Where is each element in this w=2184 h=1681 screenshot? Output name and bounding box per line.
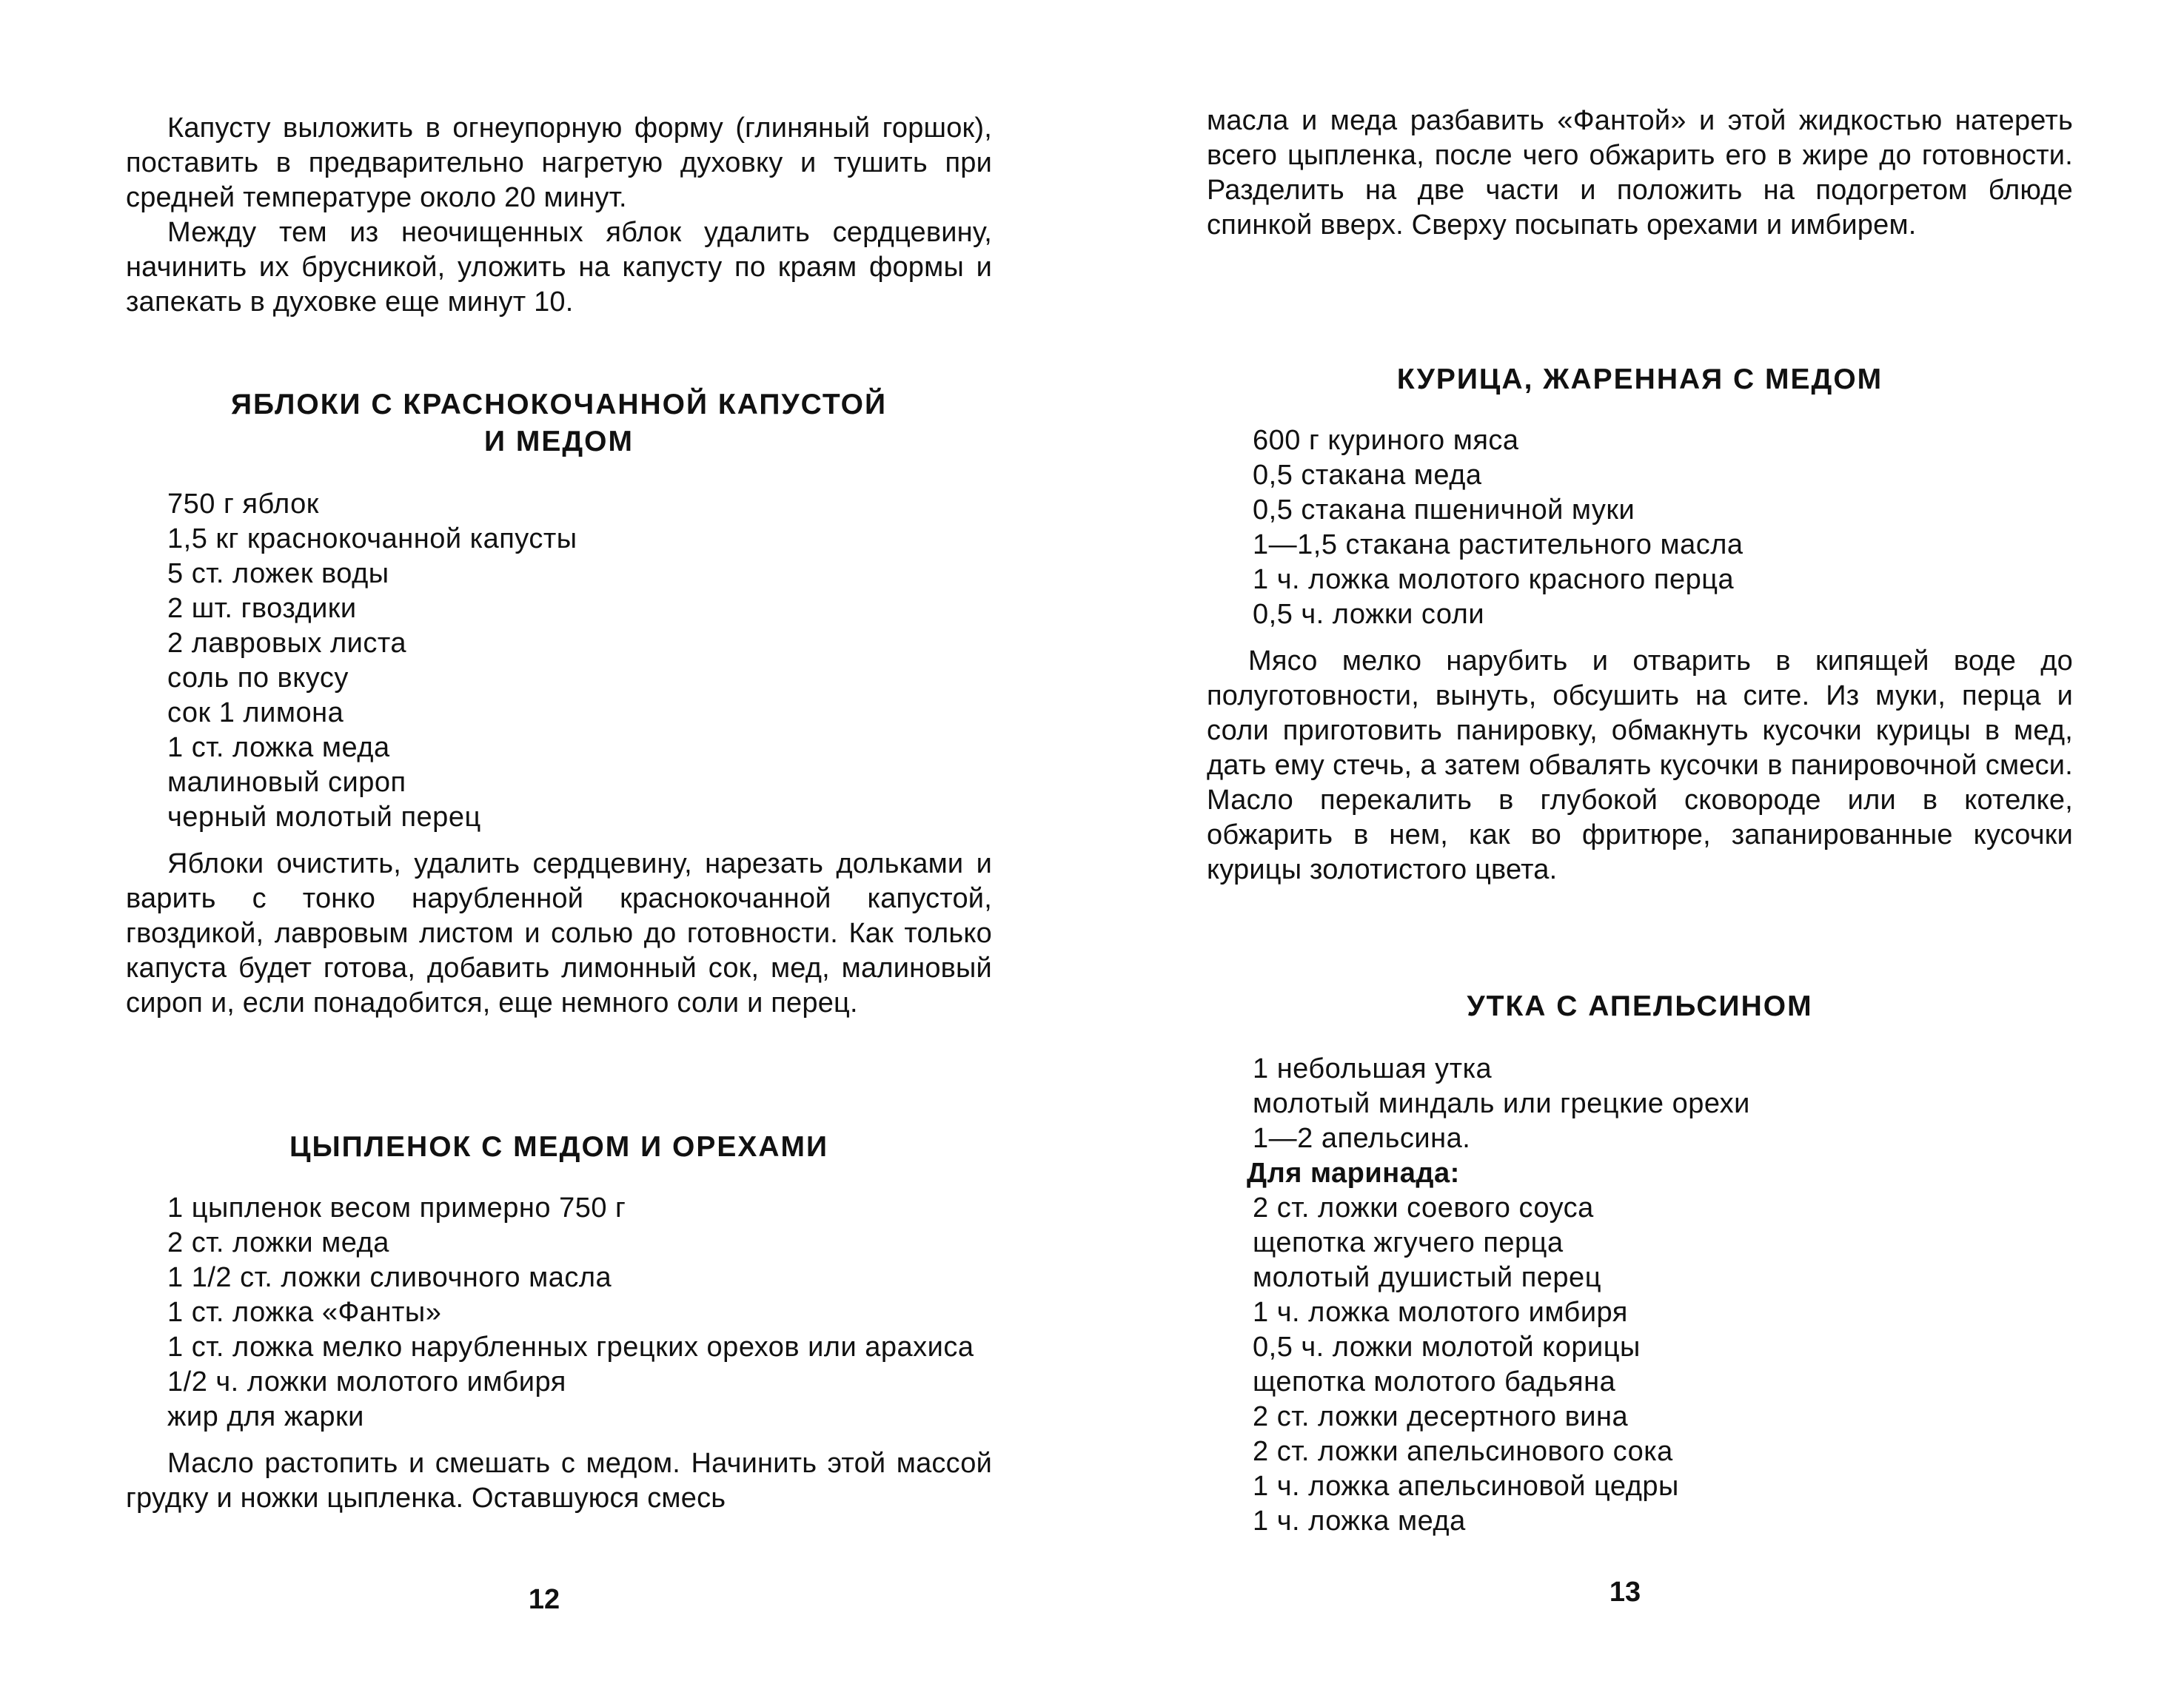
ingredient: 5 ст. ложек воды	[167, 558, 389, 589]
recipe-method: Мясо мелко нарубить и отварить в кипящей воде до полуготовности, вынуть, обсушить на сите. Из муки, перца и соли приготовить панировку, обмакнуть кусочки курицы в мед, дать ему стечь, а затем обвалять кусочки в панировочной смеси. Масло перекалить в глубокой сковороде или в котелке, обжарить в нем, как во фритюре, запанированные кусочки курицы золотистого цвета.	[1207, 645, 2073, 885]
ingredient: 0,5 ч. ложки молотой корицы	[1253, 1332, 1641, 1363]
ingredient: сок 1 лимона	[167, 697, 344, 728]
ingredient: 750 г яблок	[167, 489, 319, 520]
ingredient-list	[126, 487, 992, 835]
recipe-apples-cabbage	[126, 386, 992, 1021]
ingredient: 2 шт. гвоздики	[167, 593, 357, 624]
ingredient: 1 ст. ложка мелко нарубленных грецких орехов или арахиса	[167, 1332, 974, 1363]
ingredient: 1,5 кг краснокочанной капусты	[167, 523, 577, 554]
recipe-duck-orange	[1207, 988, 2073, 1539]
ingredient: 1 ч. ложка молотого красного перца	[1253, 564, 1735, 595]
ingredient: 0,5 ч. ложки соли	[1253, 599, 1485, 630]
ingredient: молотый душистый перец	[1253, 1262, 1601, 1293]
marinade-label: Для маринада:	[1247, 1158, 1460, 1189]
ingredient: 1 1/2 ст. ложки сливочного масла	[167, 1262, 612, 1293]
ingredient: 2 ст. ложки апельсинового сока	[1253, 1436, 1673, 1467]
ingredient: 2 ст. ложки соевого соуса	[1253, 1192, 1594, 1224]
page-number: 12	[528, 1584, 560, 1615]
ingredient: 600 г куриного мяса	[1253, 425, 1519, 456]
ingredient: 1—1,5 стакана растительного масла	[1253, 529, 1743, 560]
ingredient: соль по вкусу	[167, 662, 349, 694]
recipe-method: Масло растопить и смешать с медом. Начинить этой массой грудку и ножки цыпленка. Оставшуюся смесь	[126, 1448, 992, 1514]
intro-text	[126, 111, 992, 320]
recipe-title: ЯБЛОКИ С КРАСНОКОЧАННОЙ КАПУСТОЙ	[230, 389, 888, 420]
ingredient: щепотка молотого бадьяна	[1253, 1366, 1616, 1398]
intro-paragraph: Между тем из неочищенных яблок удалить сердцевину, начинить их брусникой, уложить на капусту по краям формы и запекать в духовке еще минут 10.	[126, 217, 992, 318]
ingredient: 0,5 стакана пшеничной муки	[1253, 494, 1635, 526]
page-number: 13	[1609, 1577, 1641, 1608]
ingredient-wrapped	[126, 1330, 992, 1365]
ingredient: молотый миндаль или грецкие орехи	[1253, 1088, 1750, 1119]
ingredient: 1 ч. ложка меда	[1253, 1506, 1466, 1537]
recipe-chicken-honey-nuts	[126, 1129, 992, 1516]
recipe-title: КУРИЦА, ЖАРЕННАЯ С МЕДОМ	[1396, 363, 1883, 395]
right-page	[1207, 0, 2073, 1681]
ingredient: 1—2 апельсина.	[1253, 1123, 1471, 1154]
ingredient: 1 небольшая утка	[1253, 1053, 1493, 1084]
ingredient-list	[1207, 1052, 2073, 1539]
continued-text	[1207, 104, 2073, 243]
ingredient: 1/2 ч. ложки молотого имбиря	[167, 1366, 566, 1398]
ingredient: 1 ст. ложка меда	[167, 732, 390, 763]
ingredient: 2 ст. ложки десертного вина	[1253, 1401, 1629, 1432]
recipe-title: УТКА С АПЕЛЬСИНОМ	[1467, 990, 1813, 1022]
recipe-title: ЦЫПЛЕНОК С МЕДОМ И ОРЕХАМИ	[289, 1131, 829, 1163]
ingredient-list	[126, 1191, 992, 1435]
ingredient: 2 ст. ложки меда	[167, 1227, 389, 1258]
recipe-method: Яблоки очистить, удалить сердцевину, нарезать дольками и варить с тонко нарубленной краснокочанной капустой, гвоздикой, лавровым листом и солью до готовности. Как только капуста будет готова, добавить лимонный сок, мед, малиновый сироп и, если понадобится, еще немного соли и перец.	[126, 848, 992, 1019]
ingredient: 1 ч. ложка молотого имбиря	[1253, 1297, 1628, 1328]
ingredient: жир для жарки	[167, 1401, 364, 1432]
intro-paragraph: Капусту выложить в огнеупорную форму (глиняный горшок), поставить в предварительно нагретую духовку и тушить при средней температуре около 20 минут.	[126, 113, 992, 213]
continued-paragraph: масла и меда разбавить «Фантой» и этой жидкостью натереть всего цыпленка, после чего обжарить его в жире до готовности. Разделить на две части и положить на подогретом блюде спинкой вверх. Сверху посыпать орехами и имбирем.	[1207, 105, 2073, 241]
left-page	[126, 0, 992, 1681]
ingredient-list	[1207, 423, 2073, 632]
ingredient: малиновый сироп	[167, 767, 406, 798]
ingredient: 1 цыпленок весом примерно 750 г	[167, 1192, 626, 1224]
ingredient: щепотка жгучего перца	[1253, 1227, 1564, 1258]
ingredient: 1 ч. ложка апельсиновой цедры	[1253, 1471, 1679, 1502]
ingredient: 1 ст. ложка «Фанты»	[167, 1297, 442, 1328]
recipe-title-line2: И МЕДОМ	[484, 426, 634, 457]
ingredient: 0,5 стакана меда	[1253, 460, 1482, 491]
ingredient: 2 лавровых листа	[167, 628, 407, 659]
ingredient: черный молотый перец	[167, 802, 481, 833]
recipe-fried-chicken-honey	[1207, 361, 2073, 888]
